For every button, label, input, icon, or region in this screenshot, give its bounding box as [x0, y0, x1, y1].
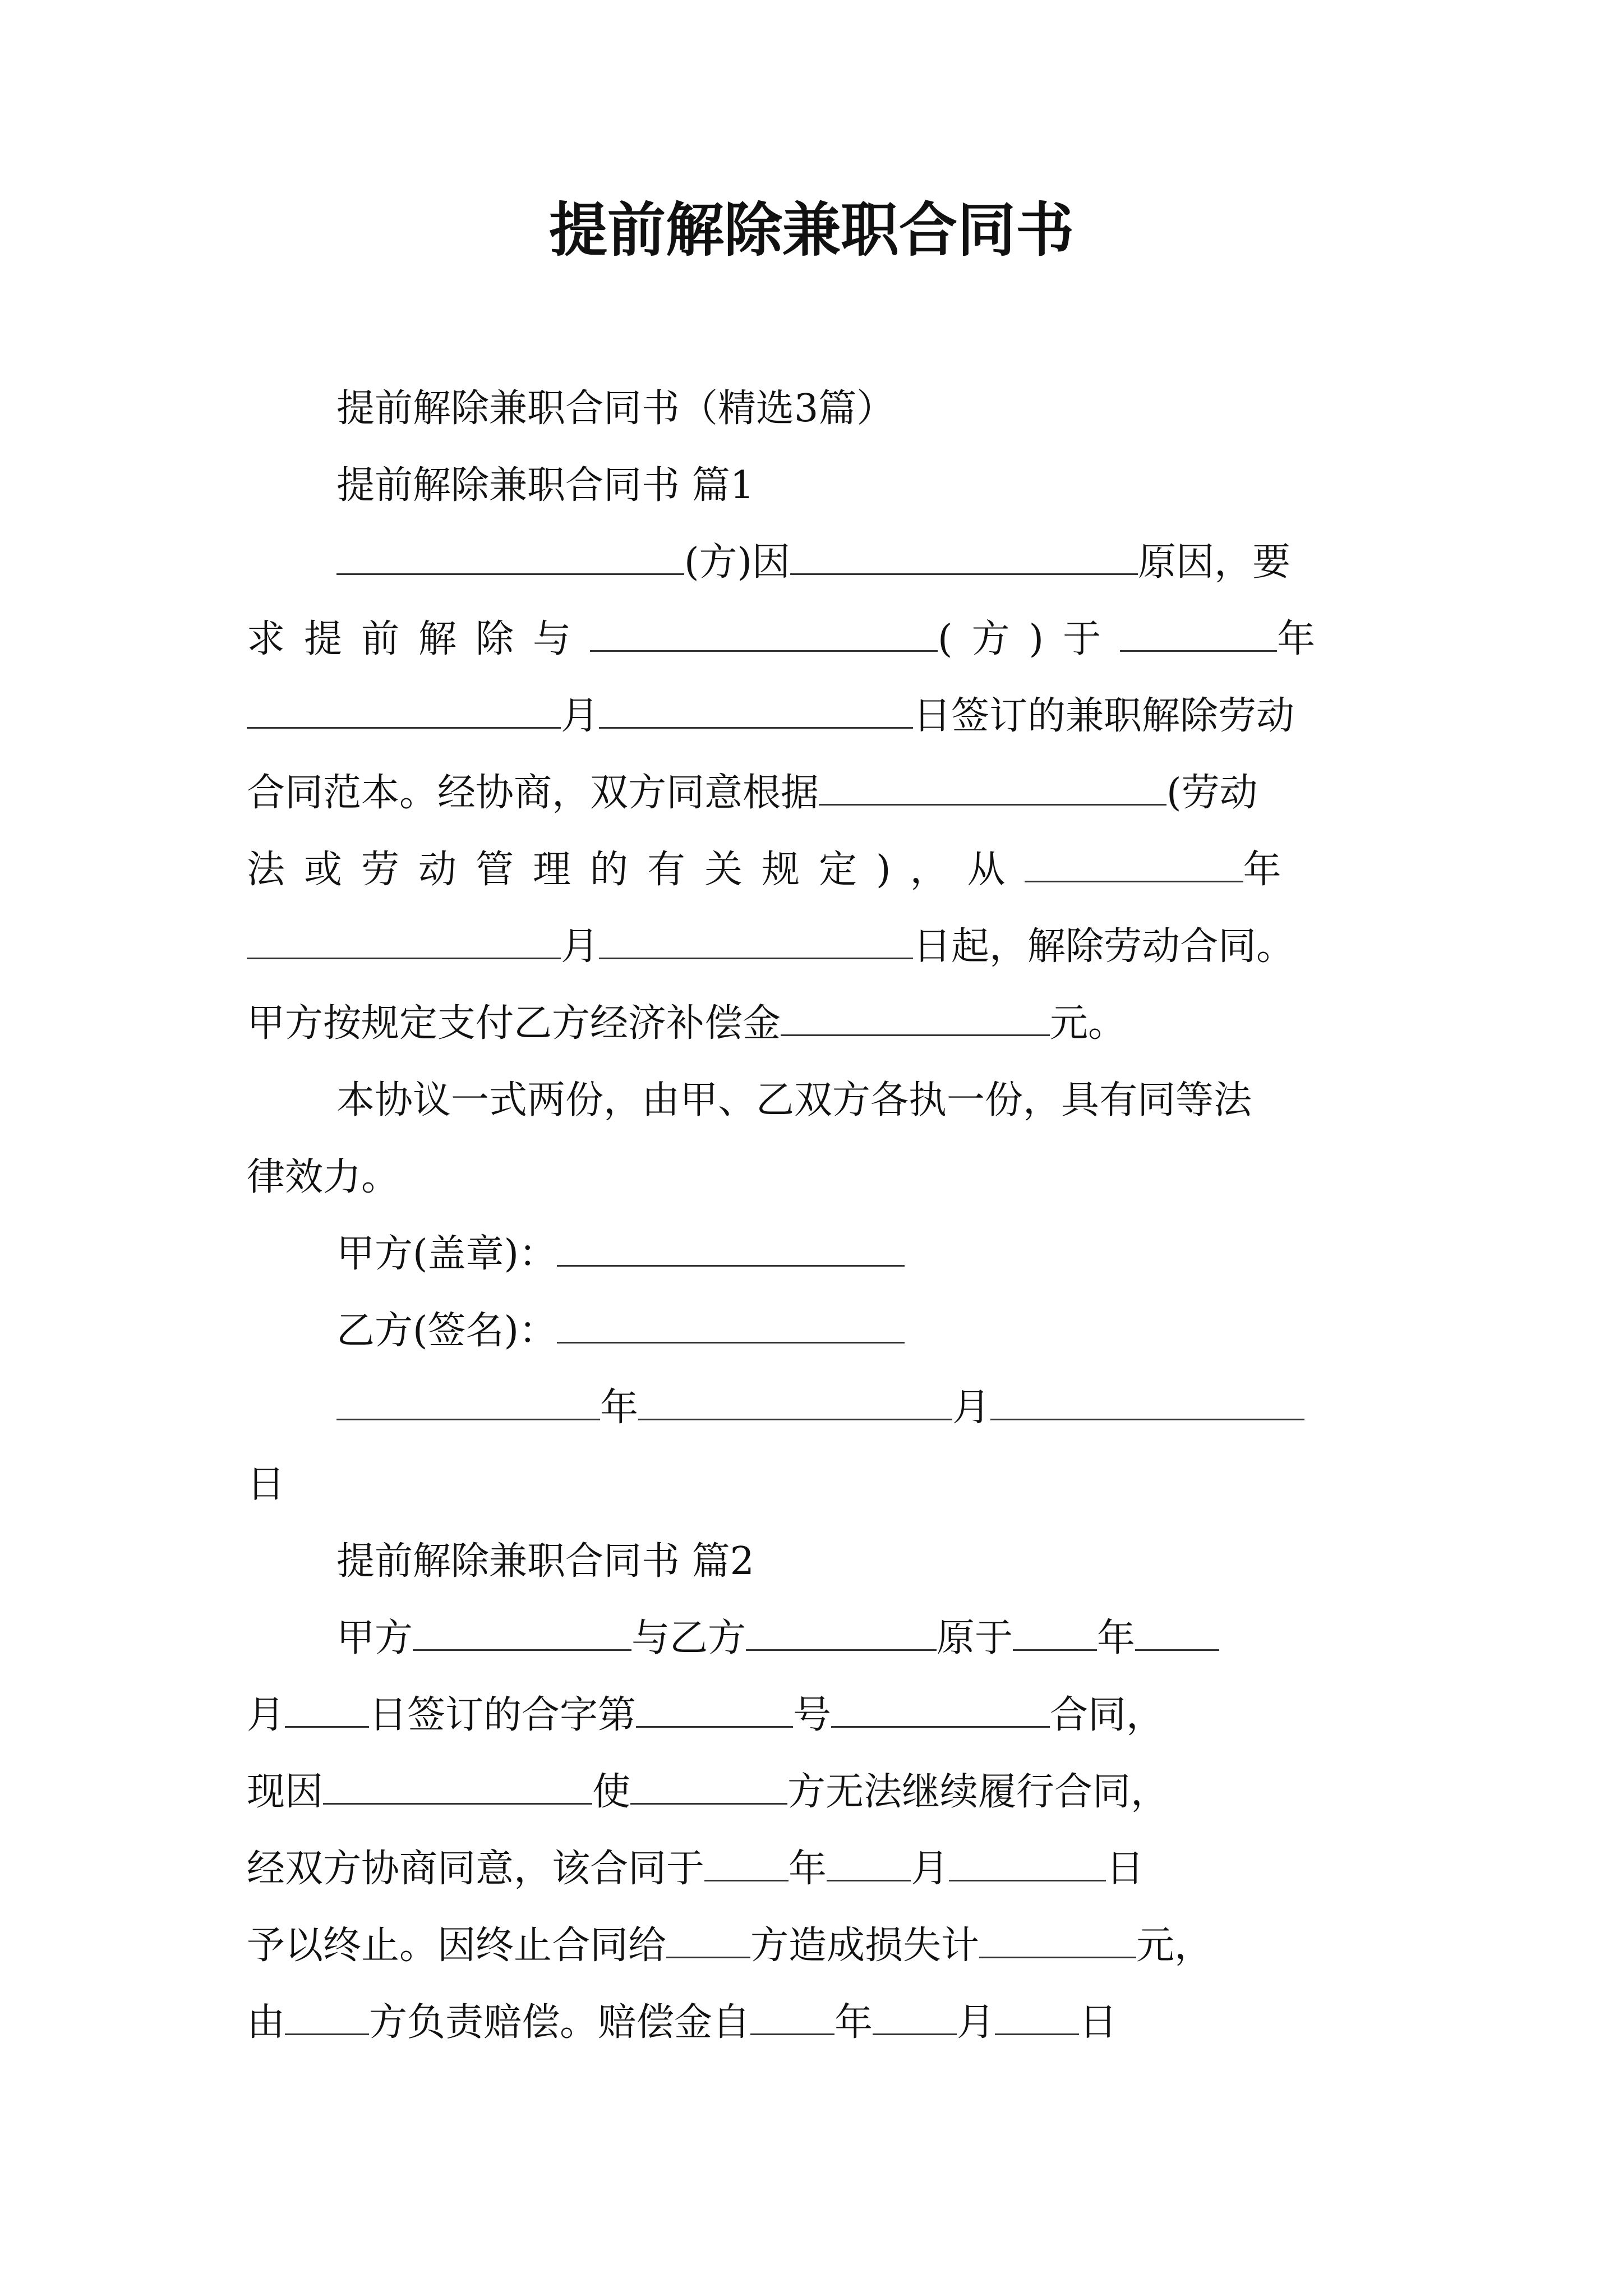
signature-line-party-b	[247, 1292, 1402, 1369]
text: 年	[1097, 1616, 1136, 1660]
blank-field	[827, 1846, 911, 1881]
text: 求提前解除与	[247, 617, 591, 661]
text: 月	[561, 694, 600, 738]
paragraph-line	[247, 1984, 1402, 2061]
document-body	[247, 370, 1402, 2061]
blank-field	[336, 1385, 600, 1420]
paragraph-line	[247, 678, 1402, 754]
signature-line-party-a	[247, 1216, 1402, 1292]
text: 经双方协商同意，该合同于	[247, 1847, 705, 1891]
text: 方负责赔偿。赔偿金自	[369, 2000, 751, 2045]
text: 甲方(盖章)：	[336, 1232, 557, 1276]
paragraph-line	[247, 831, 1402, 908]
blank-field	[630, 1769, 787, 1805]
date-line	[247, 1369, 1402, 1446]
text: 甲方	[336, 1616, 413, 1660]
blank-field	[557, 1308, 905, 1343]
text: 使	[592, 1770, 631, 1814]
subtitle: 提前解除兼职合同书（精选3篇）	[336, 386, 895, 431]
paragraph-line: 律效力。	[247, 1155, 400, 1199]
blank-field	[285, 2000, 369, 2035]
text: 甲方按规定支付乙方经济补偿金	[247, 1001, 781, 1046]
paragraph-line: 本协议一式两份，由甲、乙双方各执一份，具有同等法	[336, 1078, 1252, 1122]
paragraph-line	[247, 1830, 1402, 1907]
text: 合同范本。经协商，双方同意根据	[247, 771, 819, 815]
section-heading-1: 提前解除兼职合同书 篇1	[336, 463, 754, 508]
blank-field	[704, 1846, 789, 1881]
text: 日	[1106, 1847, 1145, 1891]
blank-field	[949, 1846, 1106, 1881]
blank-field	[1013, 1616, 1097, 1651]
text: 乙方(签名)：	[336, 1309, 557, 1353]
date-line-day: 日	[247, 1462, 285, 1507]
text: 原于	[937, 1616, 1013, 1660]
paragraph-line	[247, 1677, 1402, 1754]
text: 日签订的兼职解除劳动	[913, 694, 1295, 738]
blank-field	[413, 1616, 631, 1651]
blank-field	[1135, 1616, 1219, 1651]
text: 与乙方	[631, 1616, 746, 1660]
text: 年	[600, 1386, 639, 1430]
text: 年	[1277, 617, 1316, 661]
paragraph-line	[247, 601, 1402, 678]
text: 予以终止。因终止合同给	[247, 1924, 667, 1968]
blank-field	[781, 1001, 1050, 1036]
blank-field	[636, 1692, 793, 1728]
paragraph-line	[247, 1600, 1402, 1677]
blank-field	[1025, 847, 1243, 882]
text: 月	[247, 1693, 285, 1737]
text: 月	[952, 1386, 991, 1430]
document-title: 提前解除兼职合同书	[548, 196, 1074, 264]
text: 原因，要	[1138, 540, 1291, 585]
text: 合同，	[1050, 1693, 1165, 1737]
blank-field	[247, 693, 561, 729]
text: 日签订的合字第	[369, 1693, 637, 1737]
blank-field	[990, 1385, 1304, 1420]
text: (劳动	[1166, 771, 1258, 815]
text: 年	[789, 1847, 827, 1891]
text: 方无法继续履行合同，	[787, 1770, 1169, 1814]
blank-field	[819, 770, 1166, 806]
text: 年	[1243, 848, 1281, 892]
text: 元。	[1050, 1001, 1127, 1046]
text: 现因	[247, 1770, 324, 1814]
blank-field	[746, 1616, 937, 1651]
text: 元，	[1136, 1924, 1213, 1968]
text: 日起，解除劳动合同。	[913, 924, 1295, 969]
blank-field	[790, 540, 1138, 575]
blank-field	[1120, 616, 1277, 652]
blank-field	[336, 540, 684, 575]
blank-field	[979, 1923, 1136, 1958]
text: (方)因	[684, 540, 791, 585]
blank-field	[638, 1385, 952, 1420]
blank-field	[750, 2000, 834, 2035]
paragraph-line	[247, 908, 1402, 985]
blank-field	[599, 924, 913, 959]
paragraph-line	[247, 524, 1402, 601]
blank-field	[247, 924, 561, 959]
text: (方)于	[938, 617, 1121, 661]
text: 月	[911, 1847, 949, 1891]
blank-field	[873, 2000, 957, 2035]
blank-field	[666, 1923, 750, 1958]
paragraph-line	[247, 1907, 1402, 1984]
text: 月	[561, 924, 600, 969]
paragraph-line	[247, 985, 1402, 1062]
blank-field	[323, 1769, 592, 1805]
text: 日	[1079, 2000, 1118, 2045]
blank-field	[599, 693, 913, 729]
text: 年	[834, 2000, 873, 2045]
blank-field	[557, 1231, 905, 1267]
text: 月	[957, 2000, 995, 2045]
blank-field	[590, 616, 938, 652]
blank-field	[285, 1692, 369, 1728]
text: 号	[793, 1693, 832, 1737]
text: 由	[247, 2000, 285, 2045]
blank-field	[831, 1692, 1050, 1728]
text: 方造成损失计	[750, 1924, 980, 1968]
paragraph-line	[247, 1754, 1402, 1830]
text: 法或劳动管理的有关规定)，从	[247, 848, 1025, 892]
section-heading-2: 提前解除兼职合同书 篇2	[336, 1539, 754, 1584]
paragraph-line	[247, 754, 1402, 831]
blank-field	[995, 2000, 1079, 2035]
